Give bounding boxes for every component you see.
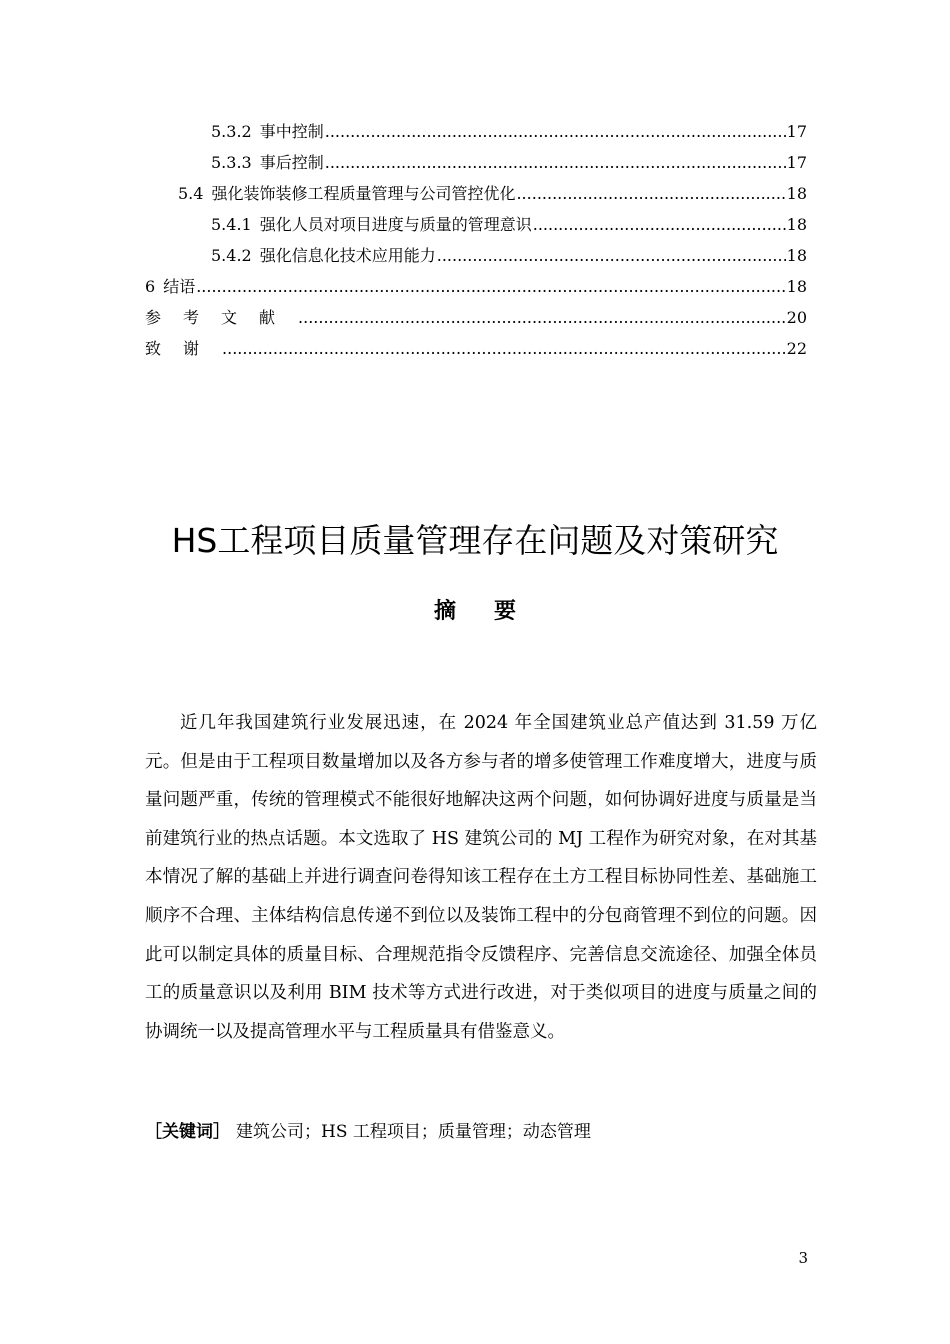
toc-entry-number: 6 xyxy=(145,277,156,296)
toc-entry-number: 5.4 xyxy=(178,184,204,203)
keywords-label: ［关键词］ xyxy=(145,1122,230,1142)
toc-entry-page: 18 xyxy=(786,215,807,234)
toc-entry-5-3-2[interactable] xyxy=(145,116,807,147)
toc-leader-dots xyxy=(298,302,786,333)
keywords-text: 建筑公司；HS 工程项目；质量管理；动态管理 xyxy=(236,1122,591,1142)
page-number: 3 xyxy=(798,1249,808,1267)
toc-entry-5-3-3[interactable] xyxy=(145,147,807,178)
toc-entry-5-4-2[interactable] xyxy=(145,240,807,271)
toc-entry-title: 强化人员对项目进度与质量的管理意识 xyxy=(259,215,532,234)
toc-entry-title: 结语 xyxy=(163,277,196,296)
toc-leader-dots xyxy=(196,271,785,302)
toc-leader-dots xyxy=(516,178,785,209)
toc-leader-dots xyxy=(325,147,786,178)
toc-entry-page: 18 xyxy=(786,246,807,265)
document-title: HS工程项目质量管理存在问题及对策研究 xyxy=(171,521,779,560)
toc-entry-page: 22 xyxy=(786,339,807,358)
toc-entry-page: 17 xyxy=(786,153,807,172)
toc-entry-title: 致谢 xyxy=(145,339,222,358)
toc-entry-number: 5.4.1 xyxy=(211,215,252,234)
abstract-paragraph: 近几年我国建筑行业发展迅速，在 2024 年全国建筑业总产值达到 31.59 万亿元。但是由于工程项目数量增加以及各方参与者的增多使管理工作难度增大，进度与质量问题严重，传统的管理模式不能很好地解决这两个问题，如何协调好进度与质量是当前建筑行业的热点话题。本文选取了 HS 建筑公司的 MJ 工程作为研究对象，在对其基本情况了解的基础上并进行调查问卷得知该工程存在土方工程目标协同性差、基础施工顺序不合理、主体结构信息传递不到位以及装饰工程中的分包商管理不到位的问题。因此可以制定具体的质量目标、合理规范指令反馈程序、完善信息交流途径、加强全体员工的质量意识以及利用 BIM 技术等方式进行改进，对于类似项目的进度与质量之间的协调统一以及提高管理水平与工程质量具有借鉴意义。 xyxy=(145,713,817,1042)
abstract-heading: 摘要 xyxy=(433,599,554,624)
toc-entry-5-4-1[interactable] xyxy=(145,209,807,240)
toc-leader-dots xyxy=(222,333,786,364)
toc-leader-dots xyxy=(325,116,786,147)
toc-entry-page: 20 xyxy=(786,308,807,327)
toc-entry-title: 强化信息化技术应用能力 xyxy=(259,246,436,265)
toc-entry-page: 17 xyxy=(786,122,807,141)
toc-entry-title: 强化装饰装修工程质量管理与公司管控优化 xyxy=(211,184,516,203)
toc-entry-5-4[interactable] xyxy=(145,178,807,209)
keywords-line xyxy=(145,1114,817,1150)
toc-entry-title: 参考文献 xyxy=(145,308,298,327)
toc-entry-page: 18 xyxy=(786,277,807,296)
toc-leader-dots xyxy=(533,209,786,240)
toc-entry-acknowledgements[interactable] xyxy=(145,333,807,364)
toc-entry-number: 5.3.3 xyxy=(211,153,252,172)
toc-entry-6[interactable] xyxy=(145,271,807,302)
toc-entry-number: 5.3.2 xyxy=(211,122,252,141)
toc-entry-page: 18 xyxy=(786,184,807,203)
table-of-contents xyxy=(145,116,807,364)
toc-entry-title: 事中控制 xyxy=(259,122,324,141)
toc-entry-references[interactable] xyxy=(145,302,807,333)
toc-entry-number: 5.4.2 xyxy=(211,246,252,265)
toc-entry-title: 事后控制 xyxy=(259,153,324,172)
toc-leader-dots xyxy=(437,240,786,271)
